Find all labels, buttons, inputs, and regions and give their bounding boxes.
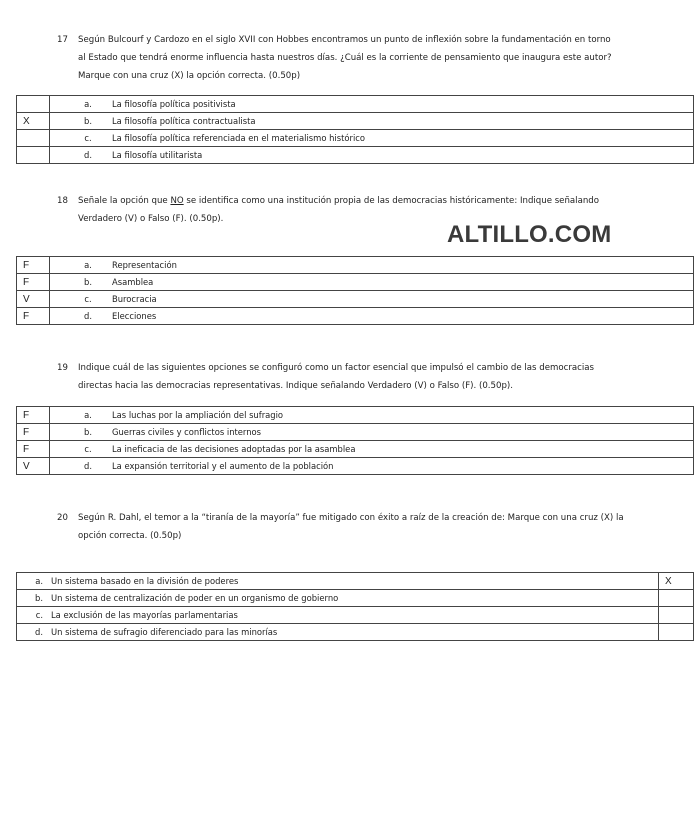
table-row	[17, 113, 694, 130]
option-letter: b.	[50, 274, 109, 291]
answer-table-18	[16, 256, 694, 325]
option-text: Asamblea	[108, 274, 694, 291]
underlined-word: NO	[170, 196, 184, 206]
answer-mark	[17, 96, 50, 113]
question-number: 20	[57, 513, 68, 523]
table-row	[17, 308, 694, 325]
option-letter: b.	[50, 424, 109, 441]
watermark: ALTILLO.COM	[447, 221, 612, 248]
answer-mark	[659, 607, 694, 624]
answer-mark: X	[659, 573, 694, 590]
table-row	[17, 407, 694, 424]
answer-mark	[17, 147, 50, 164]
question-number: 17	[57, 35, 68, 45]
table-row	[17, 458, 694, 475]
answer-table-17	[16, 95, 694, 164]
option-text: La expansión territorial y el aumento de la población	[108, 458, 694, 475]
option-letter: b.	[50, 113, 109, 130]
option-letter: c.	[50, 291, 109, 308]
option-text: Burocracia	[108, 291, 694, 308]
question-text-part: Señale la opción que	[78, 196, 171, 206]
table-row	[17, 130, 694, 147]
option-letter: a.	[50, 407, 109, 424]
table-row	[17, 573, 694, 590]
answer-mark: F	[17, 407, 50, 424]
option-text: Un sistema de centralización de poder en un organismo de gobierno	[51, 590, 659, 607]
table-row	[17, 590, 694, 607]
table-row	[17, 441, 694, 458]
table-row	[17, 607, 694, 624]
option-text: Elecciones	[108, 308, 694, 325]
table-row	[17, 96, 694, 113]
table-row	[17, 257, 694, 274]
option-text: La filosofía utilitarista	[108, 147, 694, 164]
table-row	[17, 624, 694, 641]
option-letter: d.	[50, 458, 109, 475]
answer-mark	[17, 130, 50, 147]
option-letter: a.	[50, 257, 109, 274]
answer-mark	[659, 590, 694, 607]
answer-mark: X	[17, 113, 50, 130]
answer-mark: F	[17, 308, 50, 325]
question-text-line: Según R. Dahl, el temor a la “tiranía de la mayoría” fue mitigado con éxito a raíz de la creación de: Marque con una cruz (X) la	[78, 513, 624, 523]
option-letter: c.	[50, 130, 109, 147]
option-letter: c.	[50, 441, 109, 458]
question-text-line: Según Bulcourf y Cardozo en el siglo XVII con Hobbes encontramos un punto de inflexión sobre la fundamentación en torno	[78, 35, 611, 45]
answer-mark: F	[17, 441, 50, 458]
question-text-line: Marque con una cruz (X) la opción correcta. (0.50p)	[78, 71, 301, 81]
answer-mark: F	[17, 424, 50, 441]
option-letter: d.	[17, 624, 52, 641]
option-letter: a.	[17, 573, 52, 590]
answer-mark: V	[17, 458, 50, 475]
table-row	[17, 147, 694, 164]
question-19	[57, 359, 682, 395]
option-text: Las luchas por la ampliación del sufragio	[108, 407, 694, 424]
question-17	[57, 31, 682, 85]
option-letter: a.	[50, 96, 109, 113]
answer-mark: F	[17, 257, 50, 274]
question-text-line	[78, 192, 682, 210]
option-letter: d.	[50, 147, 109, 164]
option-letter: b.	[17, 590, 52, 607]
answer-mark	[659, 624, 694, 641]
option-text: La exclusión de las mayorías parlamentarias	[51, 607, 659, 624]
question-20	[57, 509, 682, 545]
question-text-part: se identifica como una institución propia de las democracias históricamente: Indique señalando	[183, 196, 599, 206]
option-text: Un sistema basado en la división de poderes	[51, 573, 659, 590]
answer-table-19	[16, 406, 694, 475]
question-number: 19	[57, 363, 68, 373]
question-text-line: Verdadero (V) o Falso (F). (0.50p).	[78, 214, 224, 224]
option-letter: d.	[50, 308, 109, 325]
option-text: Un sistema de sufragio diferenciado para las minorías	[51, 624, 659, 641]
answer-mark: V	[17, 291, 50, 308]
question-text-line: al Estado que tendrá enorme influencia hasta nuestros días. ¿Cuál es la corriente de pensamiento que inaugura este autor?	[78, 53, 612, 63]
question-text-line: Indique cuál de las siguientes opciones se configuró como un factor esencial que impulsó el cambio de las democracias	[78, 363, 594, 373]
answer-table-20	[16, 572, 694, 641]
table-row	[17, 424, 694, 441]
question-text-line: directas hacia las democracias representativas. Indique señalando Verdadero (V) o Falso (F). (0.50p).	[78, 381, 513, 391]
answer-mark: F	[17, 274, 50, 291]
question-number: 18	[57, 196, 68, 206]
option-text: Representación	[108, 257, 694, 274]
table-row	[17, 274, 694, 291]
question-text-line: opción correcta. (0.50p)	[78, 531, 182, 541]
option-text: La filosofía política referenciada en el materialismo histórico	[108, 130, 694, 147]
option-text: Guerras civiles y conflictos internos	[108, 424, 694, 441]
option-text: La filosofía política positivista	[108, 96, 694, 113]
option-text: La filosofía política contractualista	[108, 113, 694, 130]
table-row	[17, 291, 694, 308]
option-text: La ineficacia de las decisiones adoptadas por la asamblea	[108, 441, 694, 458]
option-letter: c.	[17, 607, 52, 624]
